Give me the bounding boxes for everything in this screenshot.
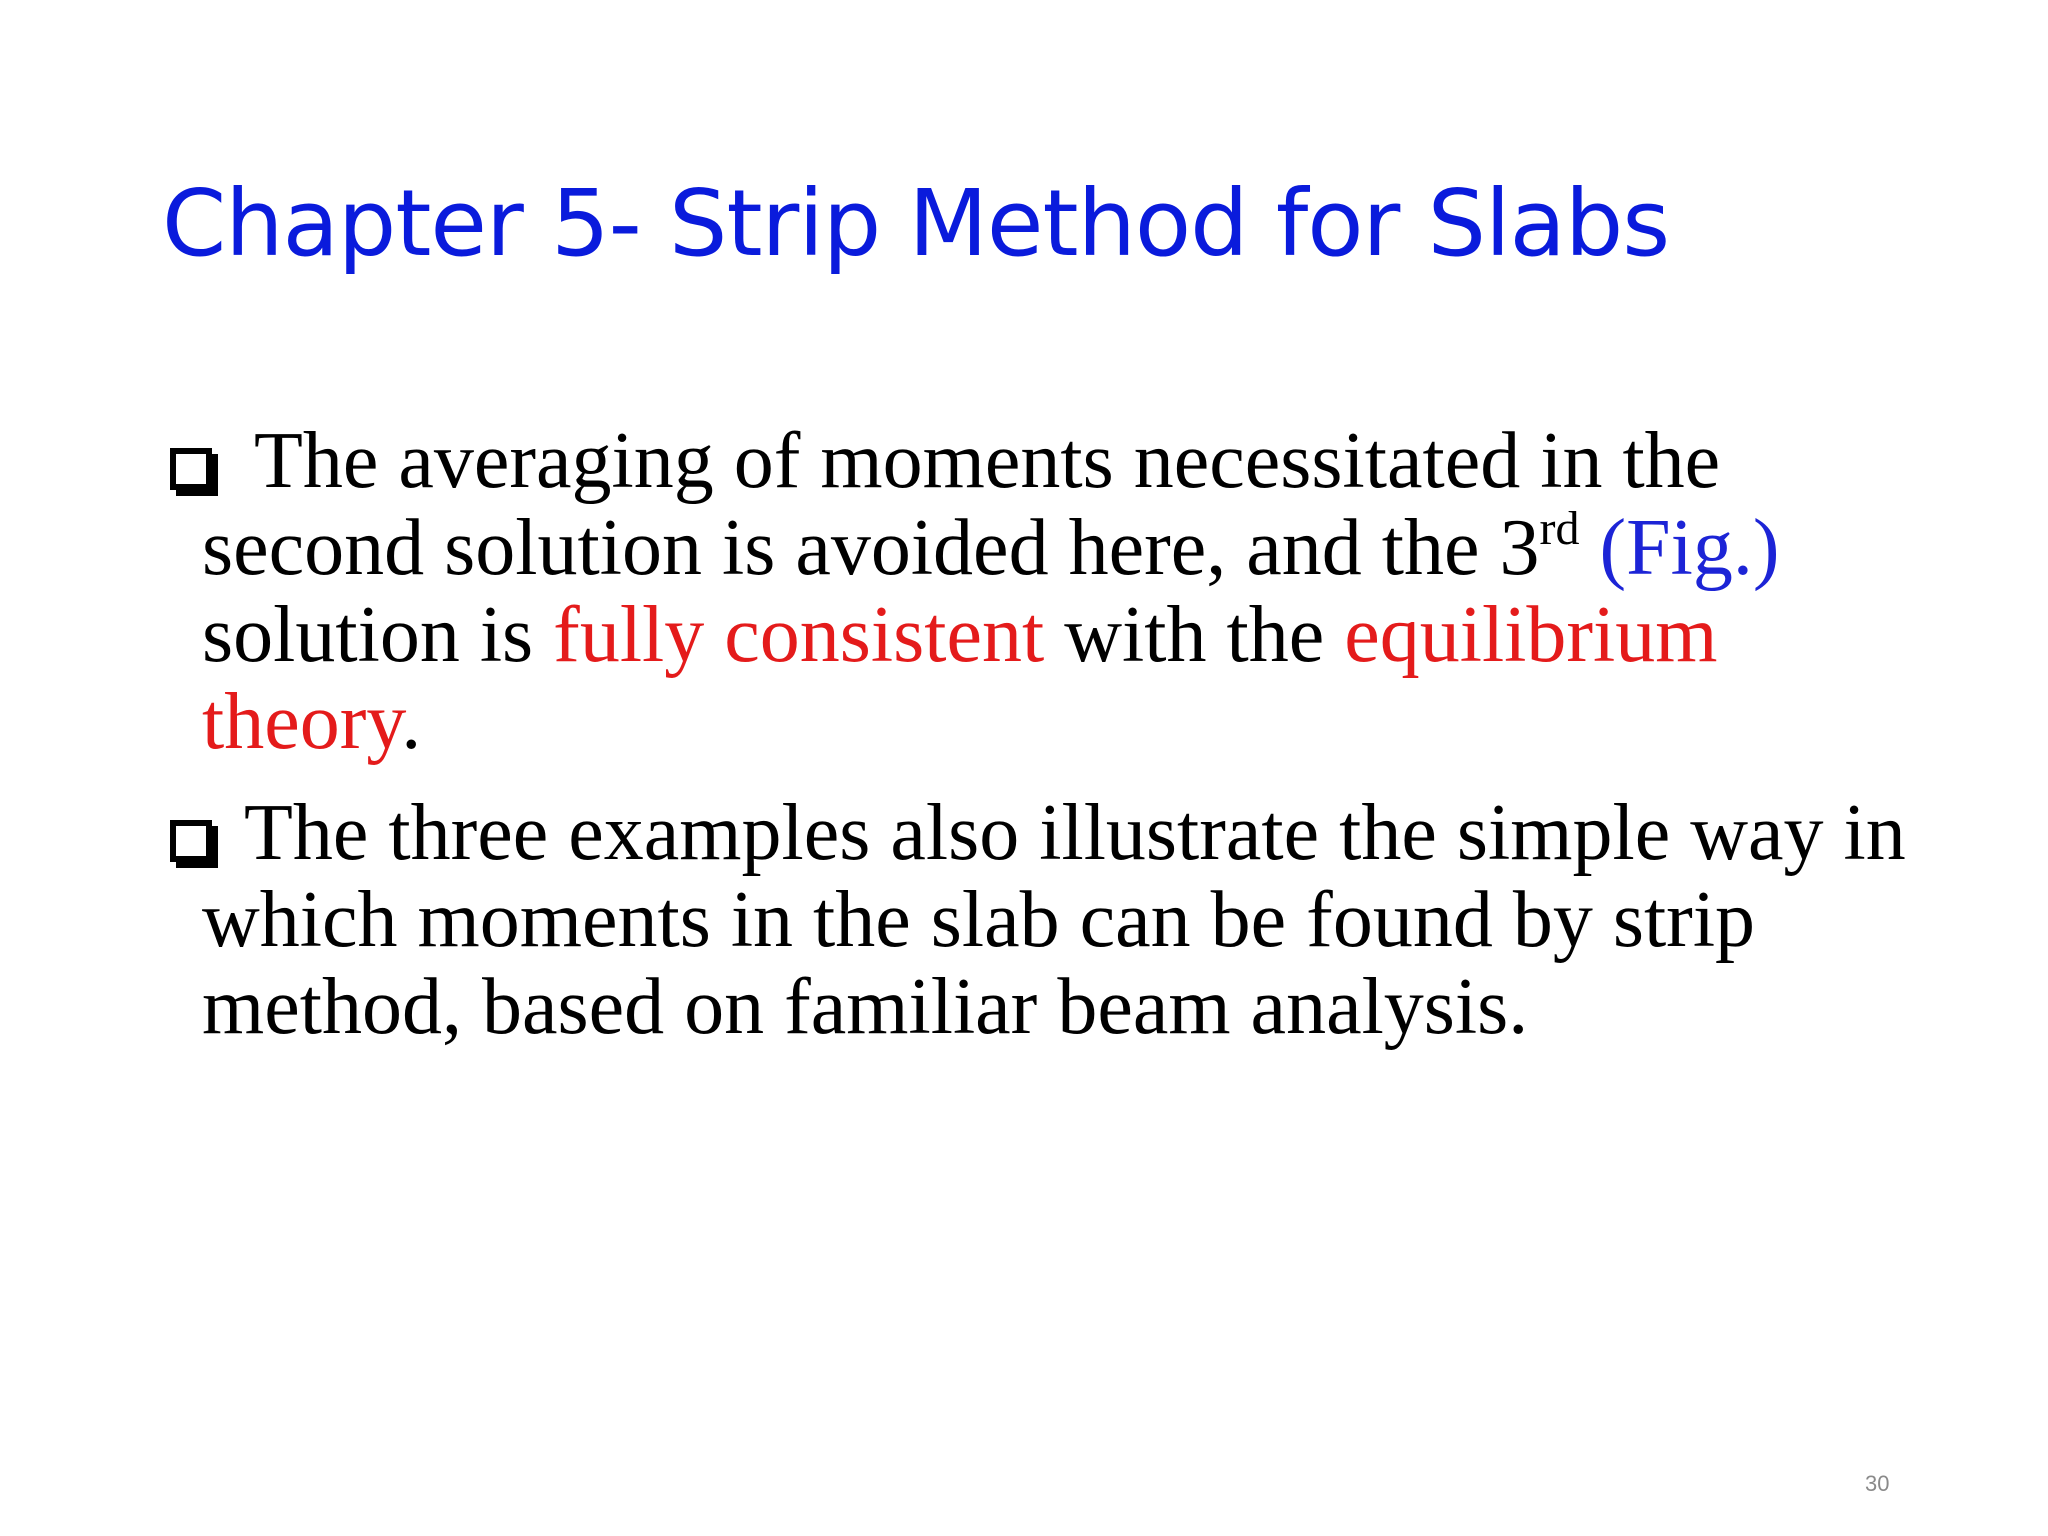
- bullet-text-segment: solution is: [202, 591, 534, 679]
- checkbox-square-icon: [170, 448, 212, 490]
- ordinal-superscript: rd: [1539, 502, 1580, 555]
- emphasis-text: equilibrium theory: [202, 591, 1718, 766]
- bullet-item: [162, 418, 1932, 766]
- bullet-item: [162, 790, 1932, 1051]
- figure-reference: (Fig.): [1599, 504, 1780, 592]
- slide-title: Chapter 5- Strip Method for Slabs: [162, 170, 1670, 277]
- bullet-text-segment: .: [401, 678, 422, 766]
- bullet-text-segment: with the: [1064, 591, 1325, 679]
- bullet-text-segment: The averaging of moments necessitated in the second solution is avoided here, and the 3: [202, 417, 1721, 592]
- bullet-text: [202, 417, 1779, 766]
- emphasis-text: fully consistent: [553, 591, 1045, 679]
- bullet-text: The three examples also illustrate the simple way in which moments in the slab can be found by strip method, based on familiar beam analysis.: [202, 789, 1906, 1051]
- slide-body: [162, 418, 1932, 1075]
- page-number: 30: [1865, 1471, 1890, 1496]
- checkbox-square-icon: [170, 820, 212, 862]
